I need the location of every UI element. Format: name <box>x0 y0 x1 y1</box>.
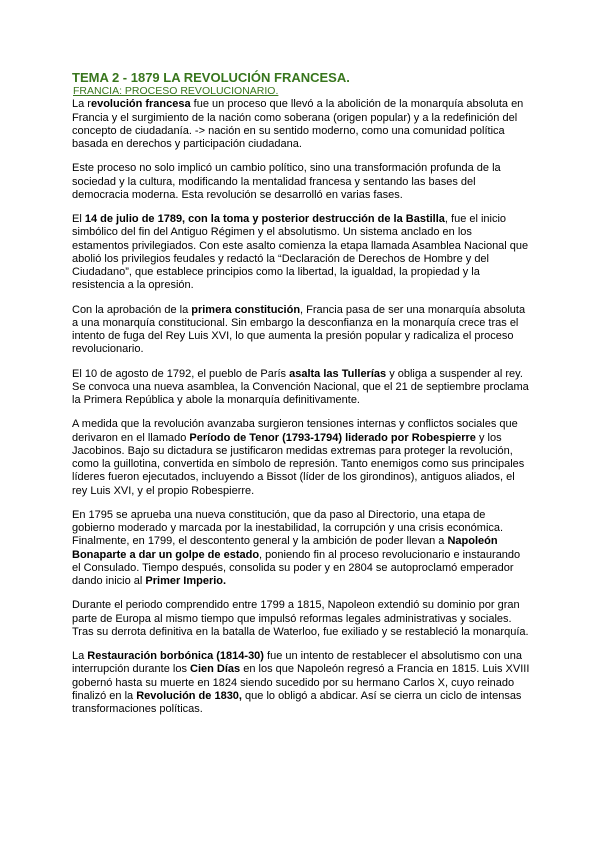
text-run: El <box>72 213 85 225</box>
text-run: , Francia pasa de ser una monarquía absoluta a una monarquía constitucional. Sin embargo la desconfianza en la monarquía crece tras el intento de fuga del Rey Luis XVI, lo que aumenta la presión popular y radicaliza el proceso revolucionario. <box>72 303 526 356</box>
paragraph-intro <box>72 98 530 151</box>
text-run: Este proceso no solo implicó un cambio político, sino una transformación profunda de la sociedad y la cultura, modificando la mentalidad francesa y sentando las bases del democracia moderna. Esta revolución se desarrolló en varias fases. <box>72 162 501 201</box>
text-run: fue un proceso que llevó a la abolición de la monarquía absoluta en Francia y el surgimiento de la nación como soberana (origen popular) y a la redefinición del concepto de ciudadanía. -> nación en su sentido moderno, como una comunidad política basada en derechos y participación ciudadana. <box>72 98 524 150</box>
bold-phrase: Napoleón Bonaparte a dar un golpe de estado <box>72 535 498 561</box>
text-run: , poniendo fin al proceso revolucionario e instaurando el Consulado. Tiempo después, consolida su poder y en 2804 se autoproclamó emperador dando inicio al <box>72 548 521 587</box>
text-run: El 10 de agosto de 1792, el pueblo de París <box>72 367 290 380</box>
bold-phrase: asalta las Tullerías <box>289 367 387 380</box>
document-subtitle: FRANCIA: PROCESO REVOLUCIONARIO. <box>73 85 279 97</box>
text-run: La <box>72 650 88 662</box>
bold-phrase: primera constitución <box>191 303 301 316</box>
text-run: Durante el periodo comprendido entre 1799 a 1815, Napoleon extendió su dominio por gran parte de Europa al mismo tiempo que impulsó reformas legales administrativas y sociales. Tras su derrota definitiva en la batalla de Waterloo, fue exiliado y se restableció la monarquía. <box>72 599 529 638</box>
text-run: y obliga a suspender al rey. Se convoca una nueva asamblea, la Convención Nacional, que el 21 de septiembre proclama la Primera República y abole la monarquía definitivamente. <box>72 367 529 406</box>
text-run: En 1795 se aprueba una nueva constitución, que da paso al Directorio, una etapa de gobierno moderado y marcada por la inestabilidad, la corrupción y una crisis económica. Finalmente, en 1799, el descontento general y la ambición de poder llevan a <box>72 508 504 548</box>
text-run: y los Jacobinos. Bajo su dictadura se justificaron medidas extremas para proteger la revolución, como la guillotina, convertida en símbolo de represión. Tanto enemigos como sus principales líderes fueron ejecutados, incluyendo a Bissot (líder de los girondinos), antiguos aliados, el rey Luis XVI, y el propio Robespierre. <box>72 431 525 497</box>
document-content <box>72 70 530 727</box>
bold-phrase: evolución francesa <box>90 98 191 111</box>
text-run: que lo obligó a abdicar. Así se cierra un ciclo de intensas transformaciones políticas. <box>72 689 522 715</box>
text-run: , fue el inicio simbólico del fin del Antiguo Régimen y el absolutismo. Un sistema anclado en los estamentos privilegiados. Con este asalto comienza la etapa llamada Asamblea Nacional que abolió los privilegios feudales y redactó la “Declaración de Derechos de Hombre y del Ciudadano”, que establece principios como la libertad, la igualdad, la propiedad y la resistencia a la opresión. <box>72 213 529 292</box>
paragraph-constitution <box>72 304 530 357</box>
bold-phrase: 14 de julio de 1789, con la toma y posterior destrucción de la Bastilla <box>84 213 445 225</box>
paragraph-tuileries <box>72 368 530 408</box>
text-run: fue un intento de restablecer el absolutismo con una interrupción durante los <box>72 650 523 676</box>
document-title: TEMA 2 - 1879 LA REVOLUCIÓN FRANCESA. <box>72 70 350 85</box>
paragraph-terror <box>72 418 530 498</box>
text-run: La r <box>72 98 91 111</box>
paragraph-process <box>72 162 530 202</box>
bold-phrase: Cien Días <box>190 663 241 676</box>
text-run: A medida que la revolución avanzaba surgieron tensiones internas y conflictos sociales que derivaron en el llamado <box>72 418 518 444</box>
text-run: en los que Napoleón regresó a Francia en 1815. Luis XVIII gobernó hasta su muerte en 1824 siendo sucedido por su hermano Carlos X, cuyo reinado finalizó en la <box>72 663 530 702</box>
bold-phrase: Restauración borbónica (1814-30) <box>87 650 264 662</box>
bold-phrase: Primer Imperio. <box>145 575 227 587</box>
paragraph-napoleon <box>72 599 530 639</box>
paragraph-directory <box>72 509 530 589</box>
paragraph-bastille <box>72 213 530 293</box>
paragraph-restoration <box>72 650 530 716</box>
bold-phrase: Revolución de 1830, <box>136 689 242 702</box>
text-run: Con la aprobación de la <box>72 303 192 316</box>
bold-phrase: Período de Tenor (1793-1794) liderado por Robespierre <box>189 431 476 444</box>
